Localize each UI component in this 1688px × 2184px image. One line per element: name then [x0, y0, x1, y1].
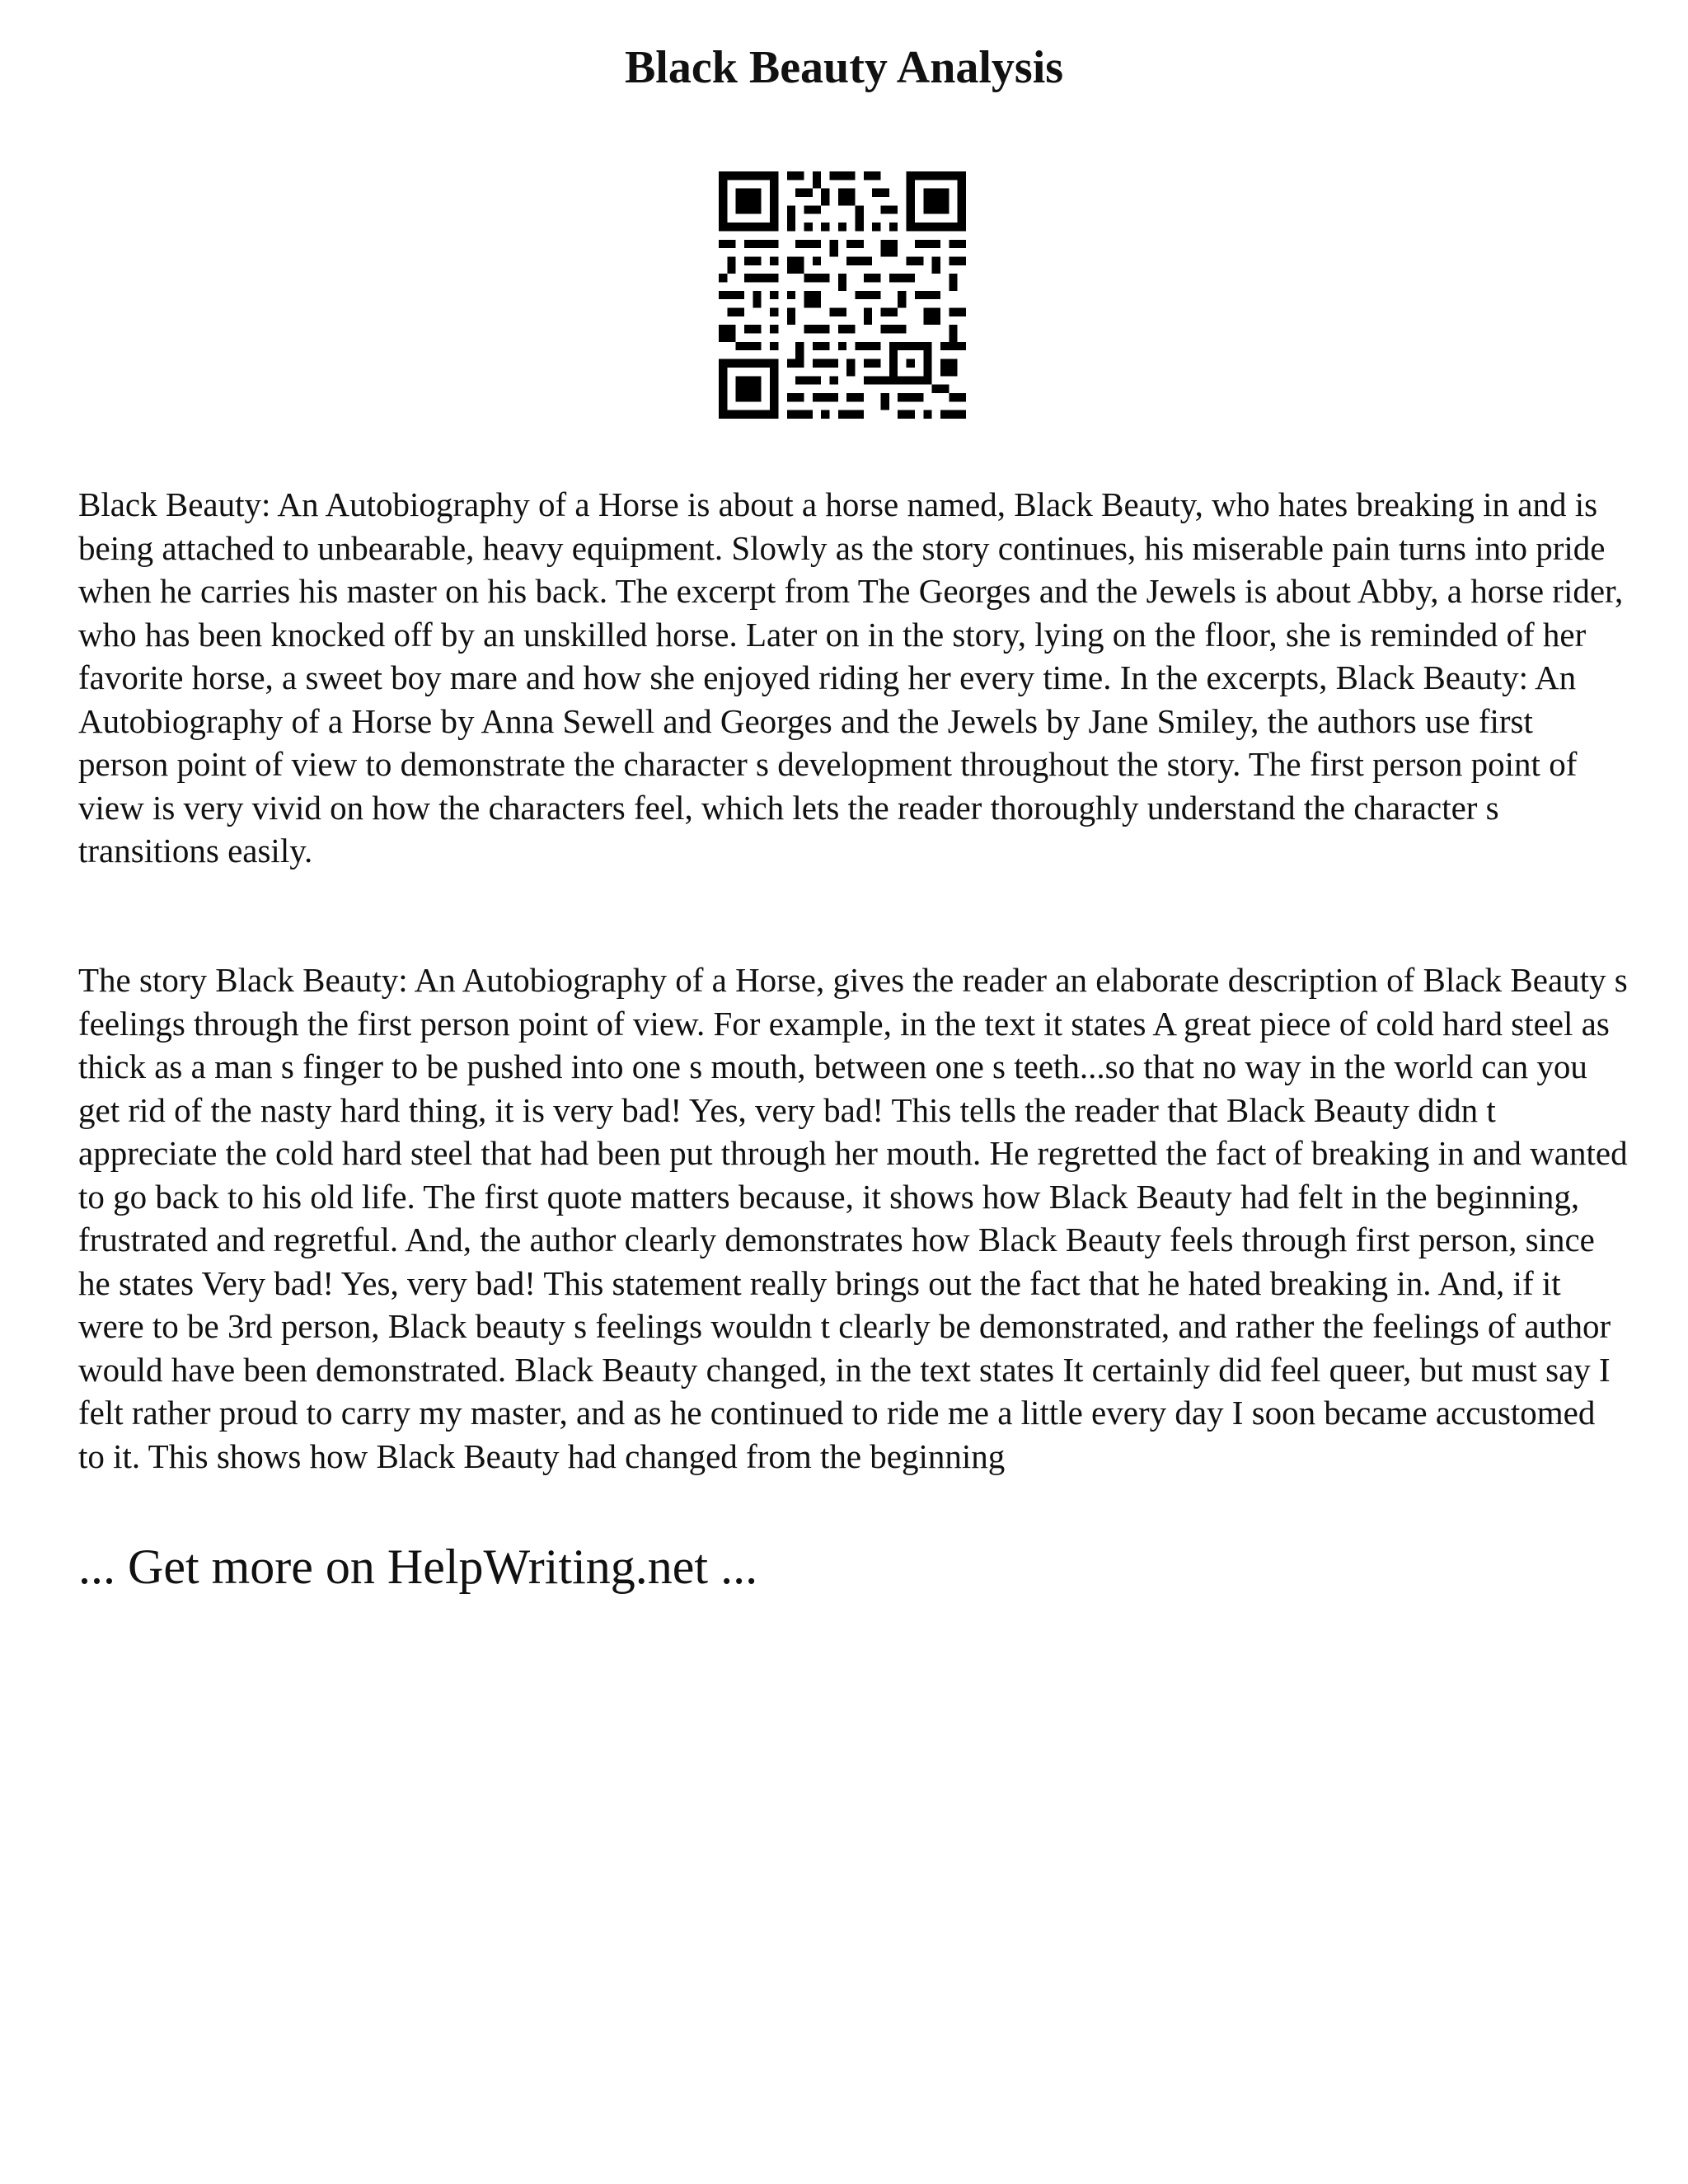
body-paragraph-intro: Black Beauty: An Autobiography of a Horse is about a horse named, Black Beauty, who hates breaking in and is being attached to unbearable, heavy equipment. Slowly as the story continues, his miserable pain turns into pride when he carries his master on his back. The excerpt from The Georges and the Jewels is about Abby, a horse rider, who has been knocked off by an unskilled horse. Later on in the story, lying on the floor, she is reminded of her favorite horse, a sweet boy mare and how she enjoyed riding her every time. In the excerpts, Black Beauty: An Autobiography of a Horse by Anna Sewell and Georges and the Jewels by Jane Smiley, the authors use first person point of view to demonstrate the character s development throughout the story. The first person point of view is very vivid on how the characters feel, which lets the reader thoroughly understand the character s transitions easily. [78, 485, 1624, 869]
page-title: Black Beauty Analysis [624, 42, 1064, 93]
qr-code-icon [719, 171, 966, 419]
body-paragraph-analysis: The story Black Beauty: An Autobiography of a Horse, gives the reader an elaborate description of Black Beauty s feelings through the first person point of view. For example, in the text it states A great piece of cold hard steel as thick as a man s finger to be pushed into one s mouth, between one s teeth...so that no way in the world can you get rid of the nasty hard thing, it is very bad! Yes, very bad! This tells the reader that Black Beauty didn t appreciate the cold hard steel that had been put through her mouth. He regretted the fact of breaking in and wanted to go back to his old life. The first quote matters because, it shows how Black Beauty had felt in the beginning, frustrated and regretful. And, the author clearly demonstrates how Black Beauty feels through first person, since he states Very bad! Yes, very bad! This statement really brings out the fact that he hated breaking in. And, if it were to be 3rd person, Black beauty s feelings wouldn t clearly be demonstrated, and rather the feelings of author would have been demonstrated. Black Beauty changed, in the text states It certainly did feel queer, but must say I felt rather proud to carry my master, and as he continued to ride me a little every day I soon became accustomed to it. This shows how Black Beauty had changed from the beginning [78, 961, 1628, 1475]
get-more-link[interactable]: ... Get more on HelpWriting.net ... [78, 1540, 758, 1594]
